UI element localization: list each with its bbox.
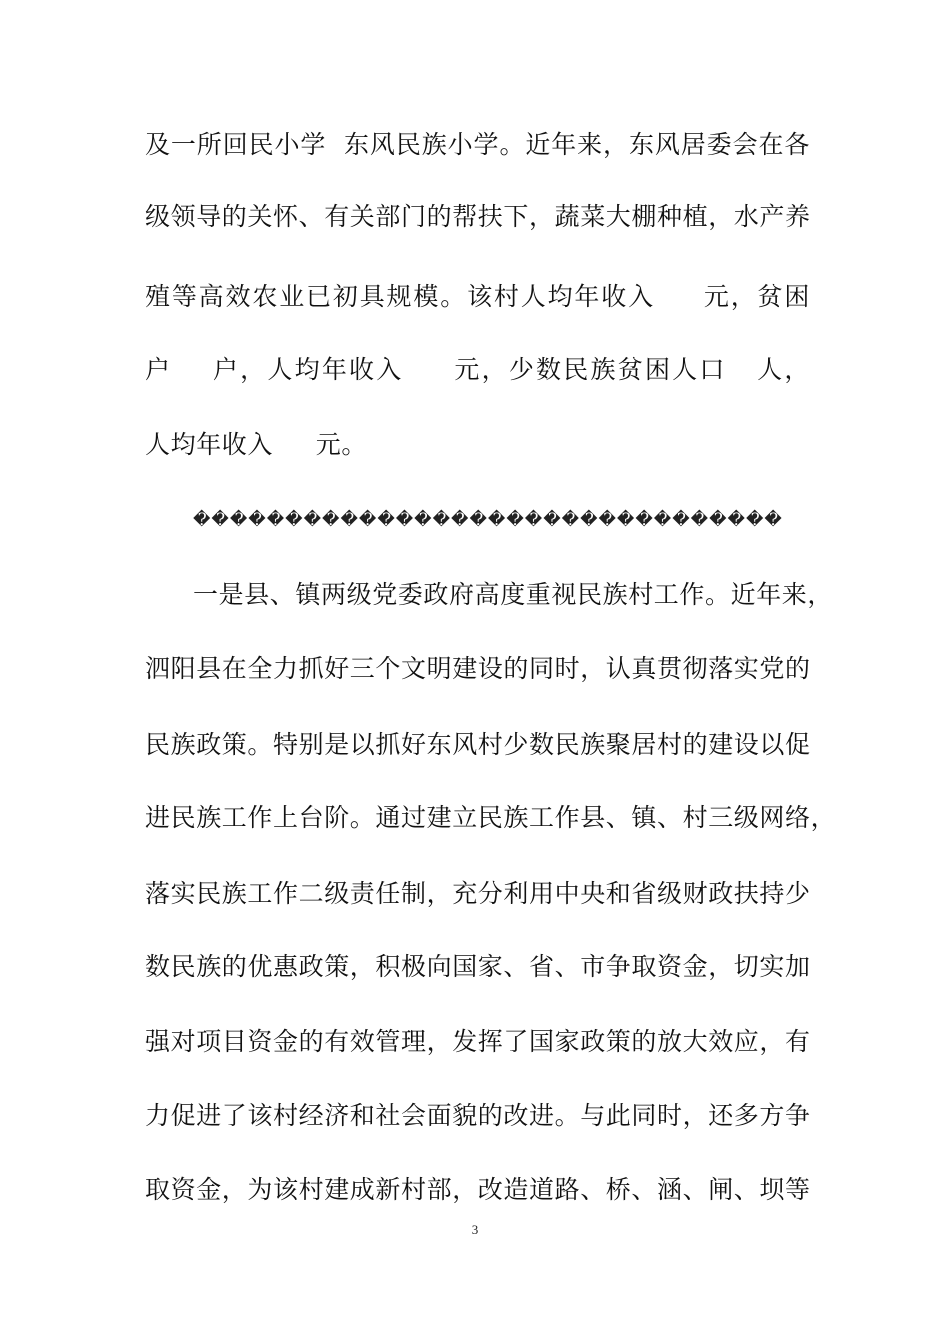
text-line: 力促进了该村经济和社会面貌的改进。与此同时，还多方争 [145,1101,811,1130]
text-line: 民族政策。特别是以抓好东风村少数民族聚居村的建设以促 [145,730,811,759]
text-line: 级领导的关怀、有关部门的帮扶下，蔬菜大棚种植，水产养 [145,202,811,231]
text-line: 落实民族工作二级责任制，充分利用中央和省级财政扶持少 [145,879,811,908]
text-line: 殖等高效农业已初具规模。该村人均年收入 元，贫困 [145,282,810,311]
text-line: 户 户，人均年收入 元，少数民族贫困人口 人， [145,355,810,384]
page-number: 3 [471,1222,479,1237]
text-line: 取资金，为该村建成新村部，改造道路、桥、涵、闸、坝等 [145,1175,811,1204]
text-line: 人均年收入 元。 [145,430,367,459]
text-line: 强对项目资金的有效管理，发挥了国家政策的放大效应，有 [145,1027,811,1056]
text-line: 及一所回民小学 东风民族小学。近年来，东风居委会在各 [145,130,810,159]
text-line: 泗阳县在全力抓好三个文明建设的同时，认真贯彻落实党的 [145,654,811,683]
text-line: 进民族工作上台阶。通过建立民族工作县、镇、村三级网络， [145,803,837,832]
paragraph-first-line: 一是县、镇两级党委政府高度重视民族村工作。近年来， [193,580,834,609]
garbled-heading: �������������������������������� [193,510,783,530]
text-line: 数民族的优惠政策，积极向国家、省、市争取资金，切实加 [145,952,811,981]
